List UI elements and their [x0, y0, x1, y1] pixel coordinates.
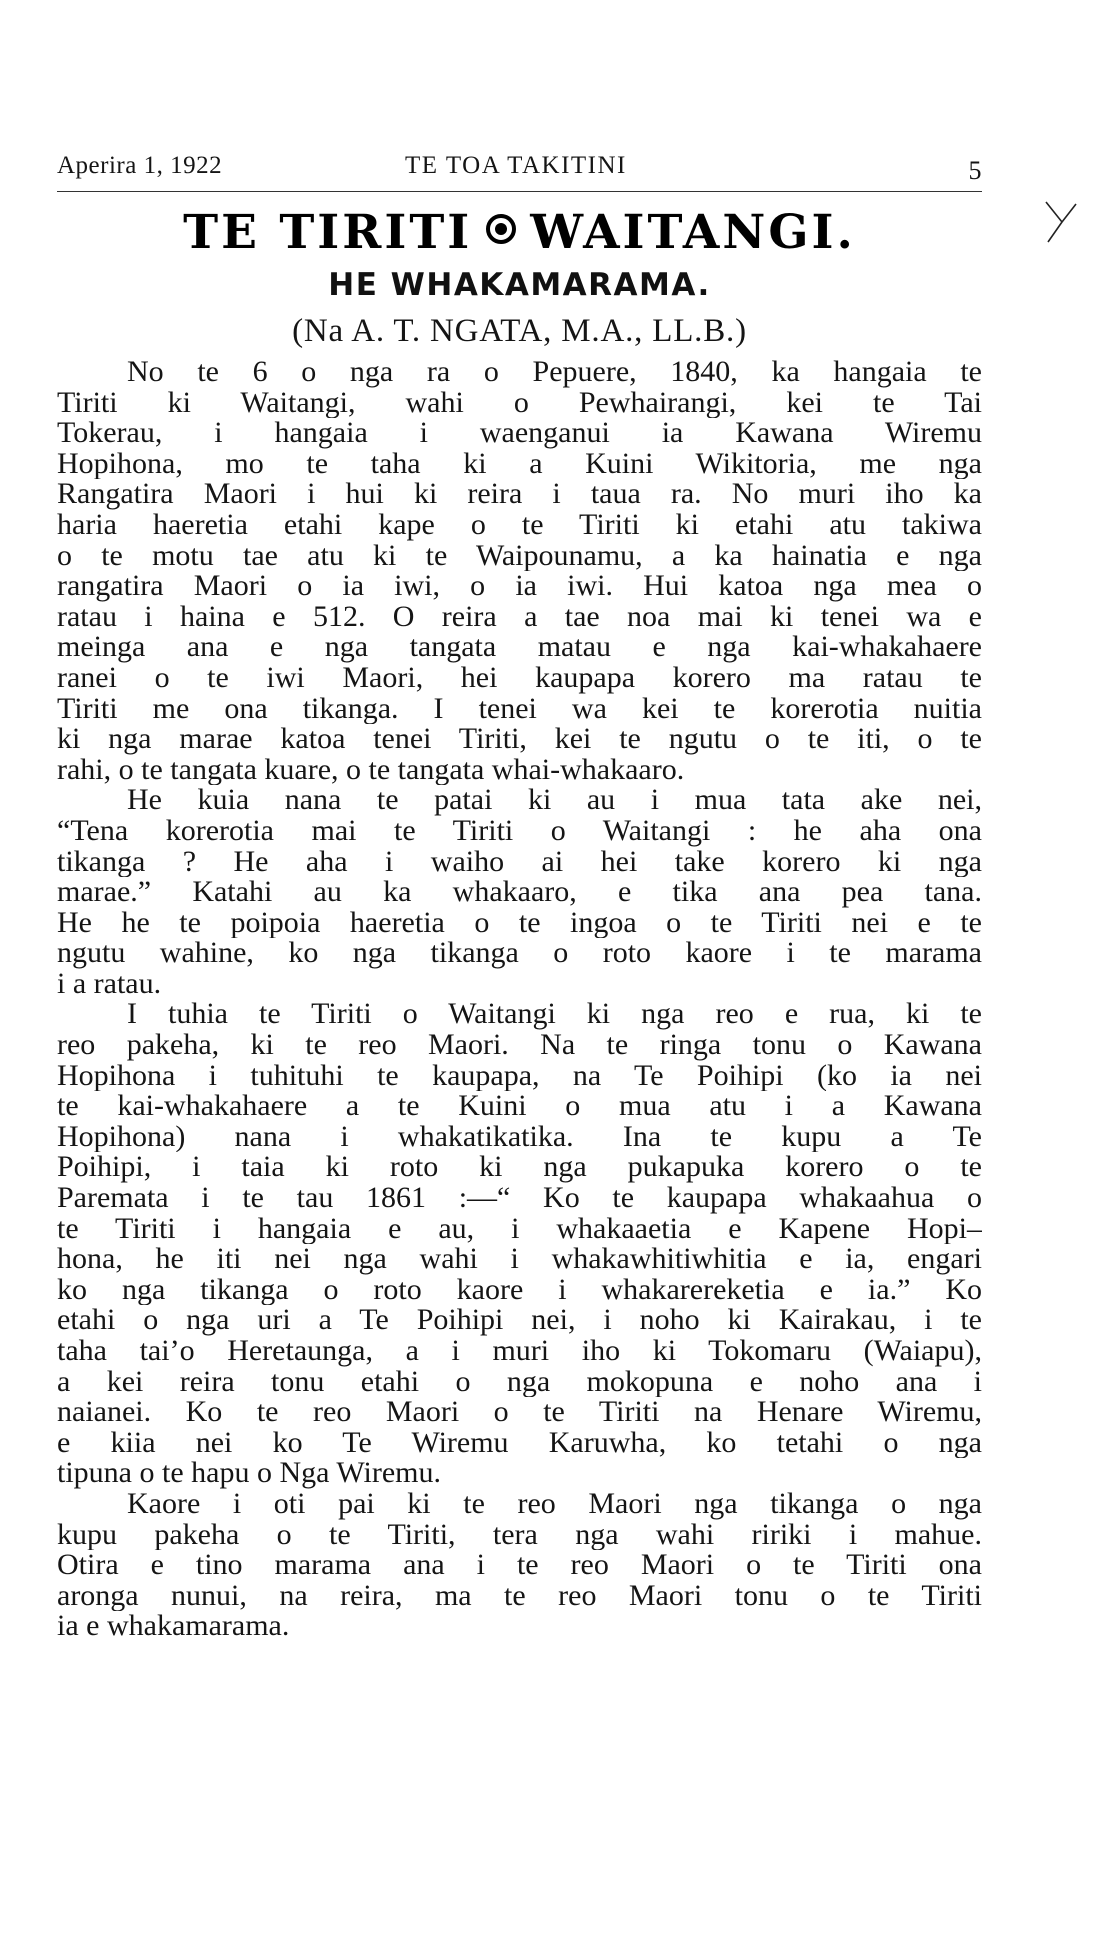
- text-line: rangatira Maori o ia iwi, o ia iwi. Hui katoa nga mea o: [57, 571, 982, 602]
- text-line: Tiriti me ona tikanga. I tenei wa kei te korerotia nuitia: [57, 693, 982, 725]
- text-line: Poihipi, i taia ki roto ki nga pukapuka korero o te: [57, 1152, 982, 1184]
- article-title-left: TE TIRITI: [183, 205, 473, 260]
- text-line: tipuna o te hapu o Nga Wiremu.: [57, 1458, 441, 1489]
- text-line: reo pakeha, ki te reo Maori. Na te ringa tonu o Kawana: [57, 1030, 982, 1061]
- paragraph: [57, 357, 982, 785]
- circle-ornament-icon: [486, 214, 516, 244]
- text-line: ko nga tikanga o roto kaore i whakarereketia e ia.” Ko: [57, 1274, 982, 1306]
- text-line: aronga nunui, na reira, ma te reo Maori tonu o te Tiriti: [57, 1580, 982, 1612]
- text-line: “Tena korerotia mai te Tiriti o Waitangi : he aha ona: [57, 815, 982, 847]
- issue-date: Aperira 1, 1922: [57, 152, 223, 179]
- text-line: ki nga marae katoa tenei Tiriti, kei te ngutu o te iti, o te: [57, 724, 982, 755]
- text-line: Rangatira Maori i hui ki reira i taua ra. No muri iho ka: [57, 479, 982, 510]
- text-line: ratau i haina e 512. O reira a tae noa mai ki tenei wa e: [57, 601, 982, 633]
- paragraph: [57, 999, 982, 1489]
- text-line: taha tai’o Heretaunga, a i muri iho ki Tokomaru (Waiapu),: [57, 1336, 982, 1367]
- text-line: I tuhia te Tiriti o Waitangi ki nga reo e rua, ki te: [127, 999, 982, 1031]
- text-line: No te 6 o nga ra o Pepuere, 1840, ka hangaia te: [127, 357, 982, 388]
- text-line: hona, he iti nei nga wahi i whakawhitiwhitia e ia, engari: [57, 1244, 982, 1275]
- text-line: marae.” Katahi au ka whakaaro, e tika ana pea tana.: [57, 877, 982, 908]
- paragraph: [57, 785, 982, 999]
- text-line: etahi o nga uri a Te Poihipi nei, i noho ki Kairakau, i te: [57, 1305, 982, 1336]
- text-line: Otira e tino marama ana i te reo Maori o te Tiriti ona: [57, 1550, 982, 1581]
- paragraph: [57, 1489, 982, 1642]
- text-line: Kaore i oti pai ki te reo Maori nga tikanga o nga: [127, 1488, 982, 1520]
- author-byline: (Na A. T. NGATA, M.A., LL.B.): [292, 313, 747, 349]
- text-line: te kai-whakahaere a te Kuini o mua atu i a Kawana: [57, 1091, 982, 1122]
- text-line: rahi, o te tangata kuare, o te tangata whai-whakaaro.: [57, 754, 685, 786]
- text-line: haria haeretia etahi kape o te Tiriti ki etahi atu takiwa: [57, 509, 982, 541]
- page-number: 5: [968, 156, 982, 185]
- text-line: Hopihona) nana i whakatikatika. Ina te kupu a Te: [57, 1121, 982, 1153]
- publication-title: TE TOA TAKITINI: [405, 152, 627, 179]
- text-line: e kiia nei ko Te Wiremu Karuwha, ko tetahi o nga: [57, 1427, 982, 1459]
- text-line: kupu pakeha o te Tiriti, tera nga wahi ririki i mahue.: [57, 1519, 982, 1551]
- header-rule: [57, 191, 982, 192]
- text-line: He he te poipoia haeretia o te ingoa o te Tiriti nei e te: [57, 907, 982, 939]
- text-line: Tiriti ki Waitangi, wahi o Pewhairangi, kei te Tai: [57, 387, 982, 419]
- text-line: o te motu tae atu ki te Waipounamu, a ka hainatia e nga: [57, 540, 982, 572]
- text-line: ngutu wahine, ko nga tikanga o roto kaore i te marama: [57, 938, 982, 969]
- text-line: He kuia nana te patai ki au i mua tata ake nei,: [127, 785, 982, 816]
- article-title-right: WAITANGI.: [530, 205, 856, 260]
- text-line: Paremata i te tau 1861 :—“ Ko te kaupapa whakaahua o: [57, 1183, 982, 1214]
- text-line: Hopihona i tuhituhi te kaupapa, na Te Poihipi (ko ia nei: [57, 1060, 982, 1092]
- text-line: i a ratau.: [57, 968, 162, 1000]
- text-line: meinga ana e nga tangata matau e nga kai-whakahaere: [57, 632, 982, 663]
- text-line: Hopihona, mo te taha ki a Kuini Wikitoria, me nga: [57, 448, 982, 480]
- article-subtitle: HE WHAKAMARAMA.: [328, 267, 711, 303]
- text-line: Tokerau, i hangaia i waenganui ia Kawana Wiremu: [57, 418, 982, 449]
- text-line: naianei. Ko te reo Maori o te Tiriti na Henare Wiremu,: [57, 1397, 982, 1428]
- margin-cross-mark-icon: [1040, 198, 1080, 246]
- text-line: ia e whakamarama.: [57, 1611, 290, 1642]
- text-line: ranei o te iwi Maori, hei kaupapa korero ma ratau te: [57, 662, 982, 694]
- article-body: [57, 357, 982, 1642]
- text-line: a kei reira tonu etahi o nga mokopuna e noho ana i: [57, 1366, 982, 1398]
- text-line: tikanga ? He aha i waiho ai hei take korero ki nga: [57, 846, 982, 878]
- running-header: [57, 152, 982, 188]
- article-title: [57, 205, 982, 260]
- text-line: te Tiriti i hangaia e au, i whakaaetia e Kapene Hopi–: [57, 1213, 982, 1245]
